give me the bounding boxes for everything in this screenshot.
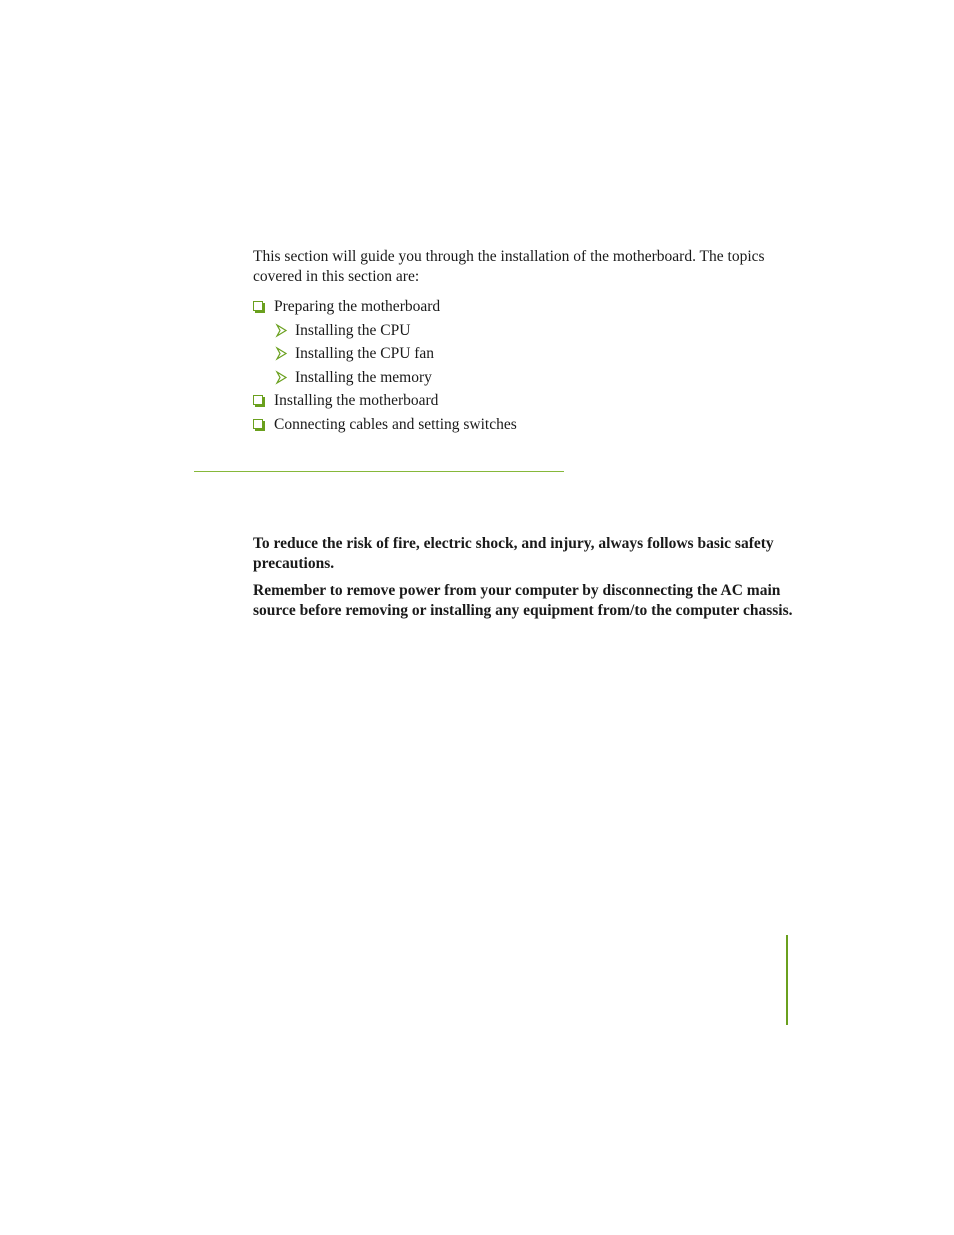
topic-label: Preparing the motherboard (274, 298, 441, 315)
topic-label: Connecting cables and setting switches (274, 415, 517, 433)
intro-paragraph: This section will guide you through the installation of the motherboard. The topics covered in this section are: (253, 248, 765, 285)
topic-item (253, 413, 517, 437)
arrowhead-bullet-icon (275, 319, 289, 342)
topic-item (253, 389, 517, 413)
checkbox-bullet-icon (253, 419, 263, 429)
topic-label: Installing the motherboard (274, 392, 439, 410)
checkbox-bullet-icon (253, 301, 263, 311)
subtopic-label: Installing the CPU (295, 321, 411, 339)
safety-warning: To reduce the risk of fire, electric shock, and injury, always follows basic safety precautions. (253, 535, 774, 572)
subtopic-label: Installing the memory (295, 368, 432, 386)
power-warning: Remember to remove power from your computer by disconnecting the AC main source before removing or installing any equipment from/to the computer chassis. (253, 582, 793, 619)
subtopic-label: Installing the CPU fan (295, 345, 435, 363)
checkbox-bullet-icon (253, 395, 263, 405)
subtopic-item (253, 366, 517, 390)
subtopic-item (253, 342, 517, 366)
topic-item (253, 295, 517, 319)
page-margin-bar (786, 935, 788, 1025)
section-divider (194, 471, 564, 472)
arrowhead-bullet-icon (275, 342, 289, 365)
subtopic-item (253, 319, 517, 343)
arrowhead-bullet-icon (275, 366, 289, 389)
topic-list (253, 295, 517, 437)
